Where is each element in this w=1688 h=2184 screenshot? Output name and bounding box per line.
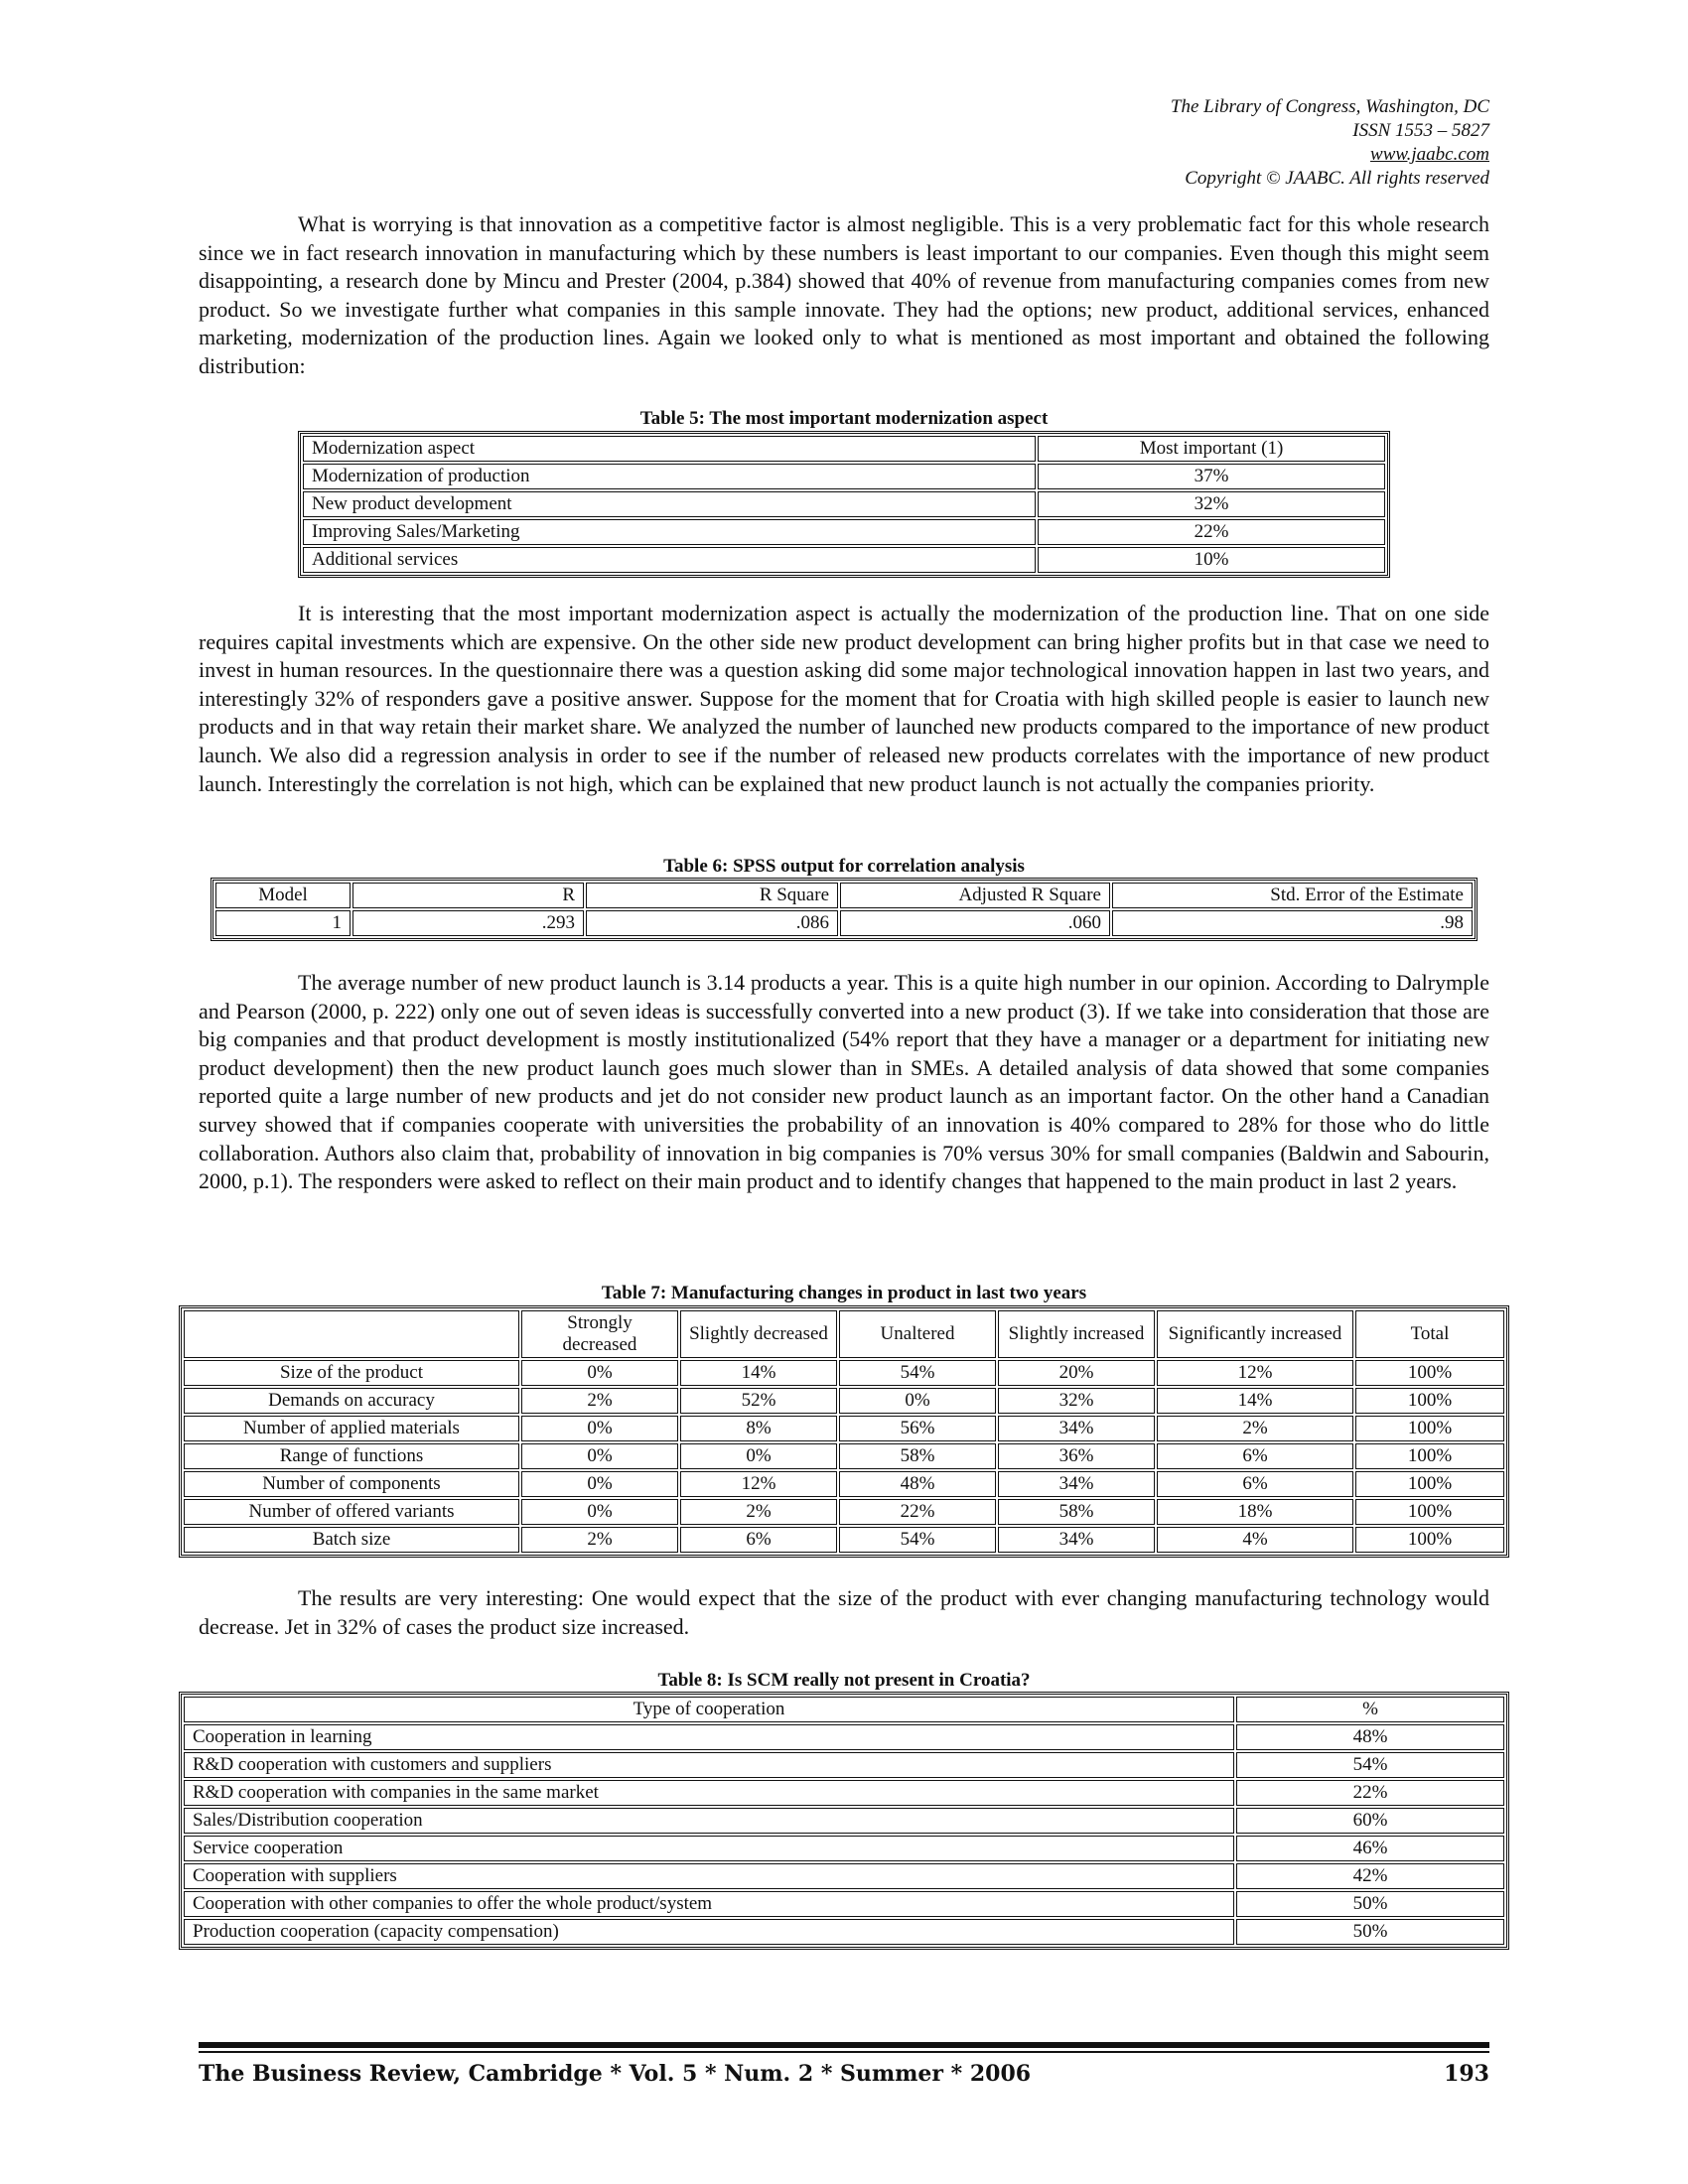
table-cell: 32% xyxy=(1038,491,1385,517)
footer-rule xyxy=(199,2051,1489,2053)
table-cell: 2% xyxy=(680,1499,837,1525)
table-cell: 6% xyxy=(680,1527,837,1553)
body-paragraph: What is worrying is that innovation as a competitive factor is almost negligible. This is a very problematic fact for this whole research since we in fact research innovation in manufacturing which by these numbers is least important to our companies. Even though this might seem disappointing, a research done by Mincu and Prester (2004, p.384) showed that 40% of revenue from manufacturing companies comes from new product. So we investigate further what companies in this sample innovate. They had the options; new product, additional services, enhanced marketing, modernization of the production lines. Again we looked only to what is mentioned as most important and obtained the following distribution: xyxy=(199,211,1489,378)
table-cell: 0% xyxy=(521,1471,678,1497)
table-cell: Sales/Distribution cooperation xyxy=(184,1808,1234,1834)
table-header-cell: Std. Error of the Estimate xyxy=(1112,883,1473,908)
table-row xyxy=(184,1724,1504,1750)
table-header-row xyxy=(184,1310,1504,1358)
table-cell: R&D cooperation with customers and suppliers xyxy=(184,1752,1234,1778)
table-header-cell: Type of cooperation xyxy=(184,1697,1234,1722)
page-number: 193 xyxy=(1444,2061,1489,2087)
table-row xyxy=(184,1388,1504,1414)
table-cell: 100% xyxy=(1355,1443,1504,1469)
table-cell: 14% xyxy=(1157,1388,1353,1414)
table-row xyxy=(303,519,1385,545)
table-header-cell: % xyxy=(1236,1697,1504,1722)
table-row xyxy=(184,1891,1504,1917)
table-row xyxy=(184,1919,1504,1945)
table-cell: 32% xyxy=(998,1388,1155,1414)
table-cell: Batch size xyxy=(184,1527,519,1553)
table-cell: 48% xyxy=(1236,1724,1504,1750)
table-cell: 100% xyxy=(1355,1527,1504,1553)
table-row xyxy=(184,1780,1504,1806)
table-header-cell: Adjusted R Square xyxy=(840,883,1110,908)
table-cell: 42% xyxy=(1236,1863,1504,1889)
header-website-link[interactable]: www.jaabc.com xyxy=(1370,144,1489,165)
table-cell: 100% xyxy=(1355,1499,1504,1525)
table-cell: 52% xyxy=(680,1388,837,1414)
table-row xyxy=(184,1499,1504,1525)
table-cell: 8% xyxy=(680,1416,837,1441)
table-header-row xyxy=(184,1697,1504,1722)
table-cell: 0% xyxy=(839,1388,996,1414)
table-cell: 0% xyxy=(521,1416,678,1441)
table-cell: 2% xyxy=(521,1527,678,1553)
table-cell: 6% xyxy=(1157,1443,1353,1469)
table-cell: New product development xyxy=(303,491,1036,517)
table-cell: 56% xyxy=(839,1416,996,1441)
table-cell: 37% xyxy=(1038,464,1385,489)
table-cell: 48% xyxy=(839,1471,996,1497)
table-header-cell xyxy=(184,1310,519,1358)
table-cell: 22% xyxy=(839,1499,996,1525)
table-row xyxy=(184,1863,1504,1889)
table-cell: 0% xyxy=(521,1499,678,1525)
table-cell: .086 xyxy=(586,910,838,936)
table-header-cell: Modernization aspect xyxy=(303,436,1036,462)
table-cell: Number of offered variants xyxy=(184,1499,519,1525)
table-8 xyxy=(179,1692,1509,1950)
header-copyright: Copyright © JAABC. All rights reserved xyxy=(1185,168,1489,189)
table-cell: R&D cooperation with companies in the same market xyxy=(184,1780,1234,1806)
table-cell: 12% xyxy=(680,1471,837,1497)
table-header-cell: Most important (1) xyxy=(1038,436,1385,462)
table-cell: 0% xyxy=(521,1360,678,1386)
table-cell: Service cooperation xyxy=(184,1836,1234,1861)
table-8-caption: Table 8: Is SCM really not present in Croatia? xyxy=(657,1670,1031,1691)
table-cell: 6% xyxy=(1157,1471,1353,1497)
table-cell: 2% xyxy=(1157,1416,1353,1441)
table-cell: 20% xyxy=(998,1360,1155,1386)
table-cell: Range of functions xyxy=(184,1443,519,1469)
table-cell: 34% xyxy=(998,1416,1155,1441)
body-paragraph: The average number of new product launch is 3.14 products a year. This is a quite high number in our opinion. According to Dalrymple and Pearson (2000, p. 222) only one out of seven ideas is successfully converted into a new product (3). If we take into consideration that those are big companies and that product development is mostly institutionalized (54% report that they have a manager or a department for initiating new product development) then the new product launch goes much slower than in SMEs. A detailed analysis of data showed that some companies reported quite a large number of new products and jet do not consider new product launch as an important factor. On the other hand a Canadian survey showed that if companies cooperate with universities the probability of an innovation is 40% compared to 28% for those who do little collaboration. Authors also claim that, probability of innovation in big companies is 70% versus 30% for small companies (Baldwin and Sabourin, 2000, p.1). The responders were asked to reflect on their main product and to identify changes that happened to the main product in last 2 years. xyxy=(199,970,1489,1194)
table-cell: 22% xyxy=(1236,1780,1504,1806)
table-cell: Production cooperation (capacity compensation) xyxy=(184,1919,1234,1945)
table-cell: 14% xyxy=(680,1360,837,1386)
header-issn: ISSN 1553 – 5827 xyxy=(1352,120,1489,141)
table-cell: Cooperation with suppliers xyxy=(184,1863,1234,1889)
table-6-caption: Table 6: SPSS output for correlation analysis xyxy=(663,856,1025,877)
table-cell: 54% xyxy=(839,1527,996,1553)
table-row xyxy=(184,1360,1504,1386)
table-row xyxy=(184,1416,1504,1441)
table-row xyxy=(303,464,1385,489)
table-cell: Size of the product xyxy=(184,1360,519,1386)
table-row xyxy=(184,1527,1504,1553)
footer-rule xyxy=(199,2042,1489,2048)
table-6 xyxy=(211,878,1477,941)
table-cell: 18% xyxy=(1157,1499,1353,1525)
table-5 xyxy=(298,431,1390,578)
table-cell: 58% xyxy=(998,1499,1155,1525)
table-header-cell: R xyxy=(352,883,584,908)
table-row xyxy=(184,1471,1504,1497)
table-cell: Demands on accuracy xyxy=(184,1388,519,1414)
table-cell: 58% xyxy=(839,1443,996,1469)
table-cell: 0% xyxy=(521,1443,678,1469)
table-header-cell: Slightly decreased xyxy=(680,1310,837,1358)
table-cell: Cooperation with other companies to offer the whole product/system xyxy=(184,1891,1234,1917)
table-row xyxy=(184,1836,1504,1861)
footer-journal: The Business Review, Cambridge * Vol. 5 * Num. 2 * Summer * 2006 xyxy=(199,2061,1032,2087)
table-cell: 54% xyxy=(1236,1752,1504,1778)
table-header-row xyxy=(215,883,1473,908)
body-paragraph-2-container xyxy=(199,600,1489,798)
table-5-caption: Table 5: The most important modernization aspect xyxy=(639,408,1049,429)
table-cell: 100% xyxy=(1355,1360,1504,1386)
table-7-caption: Table 7: Manufacturing changes in product in last two years xyxy=(601,1283,1087,1303)
table-cell: 50% xyxy=(1236,1919,1504,1945)
table-header-cell: Slightly increased xyxy=(998,1310,1155,1358)
body-paragraph-3-container xyxy=(199,969,1489,1196)
table-cell: Improving Sales/Marketing xyxy=(303,519,1036,545)
table-row xyxy=(184,1443,1504,1469)
table-row xyxy=(184,1808,1504,1834)
body-paragraph: It is interesting that the most important modernization aspect is actually the modernization of the production line. That on one side requires capital investments which are expensive. On the other side new product development can bring higher profits but in that case we need to invest in human resources. In the questionnaire there was a question asking did some major technological innovation happen in last two years, and interestingly 32% of responders gave a positive answer. Suppose for the moment that for Croatia with high skilled people is easier to launch new products and in that way retain their market share. We analyzed the number of launched new products compared to the importance of new product launch. We also did a regression analysis in order to see if the number of released new products correlates with the importance of new product launch. Interestingly the correlation is not high, which can be explained that new product launch is not actually the companies priority. xyxy=(199,601,1489,796)
running-header xyxy=(1171,95,1489,191)
table-row xyxy=(184,1752,1504,1778)
table-cell: 60% xyxy=(1236,1808,1504,1834)
table-cell: 10% xyxy=(1038,547,1385,573)
table-header-cell: Strongly decreased xyxy=(521,1310,678,1358)
table-header-row xyxy=(303,436,1385,462)
table-cell: 100% xyxy=(1355,1416,1504,1441)
table-cell: .293 xyxy=(352,910,584,936)
table-cell: 22% xyxy=(1038,519,1385,545)
body-paragraph: The results are very interesting: One would expect that the size of the product with ever changing manufacturing technology would decrease. Jet in 32% of cases the product size increased. xyxy=(199,1585,1489,1639)
table-cell: 1 xyxy=(215,910,351,936)
body-paragraph-4-container xyxy=(199,1584,1489,1641)
table-row xyxy=(303,491,1385,517)
table-7 xyxy=(179,1305,1509,1558)
table-cell: 34% xyxy=(998,1471,1155,1497)
table-cell: .98 xyxy=(1112,910,1473,936)
table-header-cell: Significantly increased xyxy=(1157,1310,1353,1358)
body-paragraph-1-container xyxy=(199,210,1489,381)
table-header-cell: Total xyxy=(1355,1310,1504,1358)
table-cell: 100% xyxy=(1355,1388,1504,1414)
table-cell: 12% xyxy=(1157,1360,1353,1386)
table-header-cell: R Square xyxy=(586,883,838,908)
header-library: The Library of Congress, Washington, DC xyxy=(1170,96,1489,117)
table-cell: 54% xyxy=(839,1360,996,1386)
table-cell: Modernization of production xyxy=(303,464,1036,489)
table-cell: 36% xyxy=(998,1443,1155,1469)
table-cell: 100% xyxy=(1355,1471,1504,1497)
table-cell: 46% xyxy=(1236,1836,1504,1861)
table-cell: 34% xyxy=(998,1527,1155,1553)
table-row xyxy=(303,547,1385,573)
table-cell: 50% xyxy=(1236,1891,1504,1917)
table-cell: 0% xyxy=(680,1443,837,1469)
table-header-cell: Model xyxy=(215,883,351,908)
table-header-cell: Unaltered xyxy=(839,1310,996,1358)
table-cell: Number of components xyxy=(184,1471,519,1497)
table-cell: Additional services xyxy=(303,547,1036,573)
table-cell: 2% xyxy=(521,1388,678,1414)
table-cell: .060 xyxy=(840,910,1110,936)
table-cell: 4% xyxy=(1157,1527,1353,1553)
table-row xyxy=(215,910,1473,936)
table-cell: Cooperation in learning xyxy=(184,1724,1234,1750)
table-cell: Number of applied materials xyxy=(184,1416,519,1441)
